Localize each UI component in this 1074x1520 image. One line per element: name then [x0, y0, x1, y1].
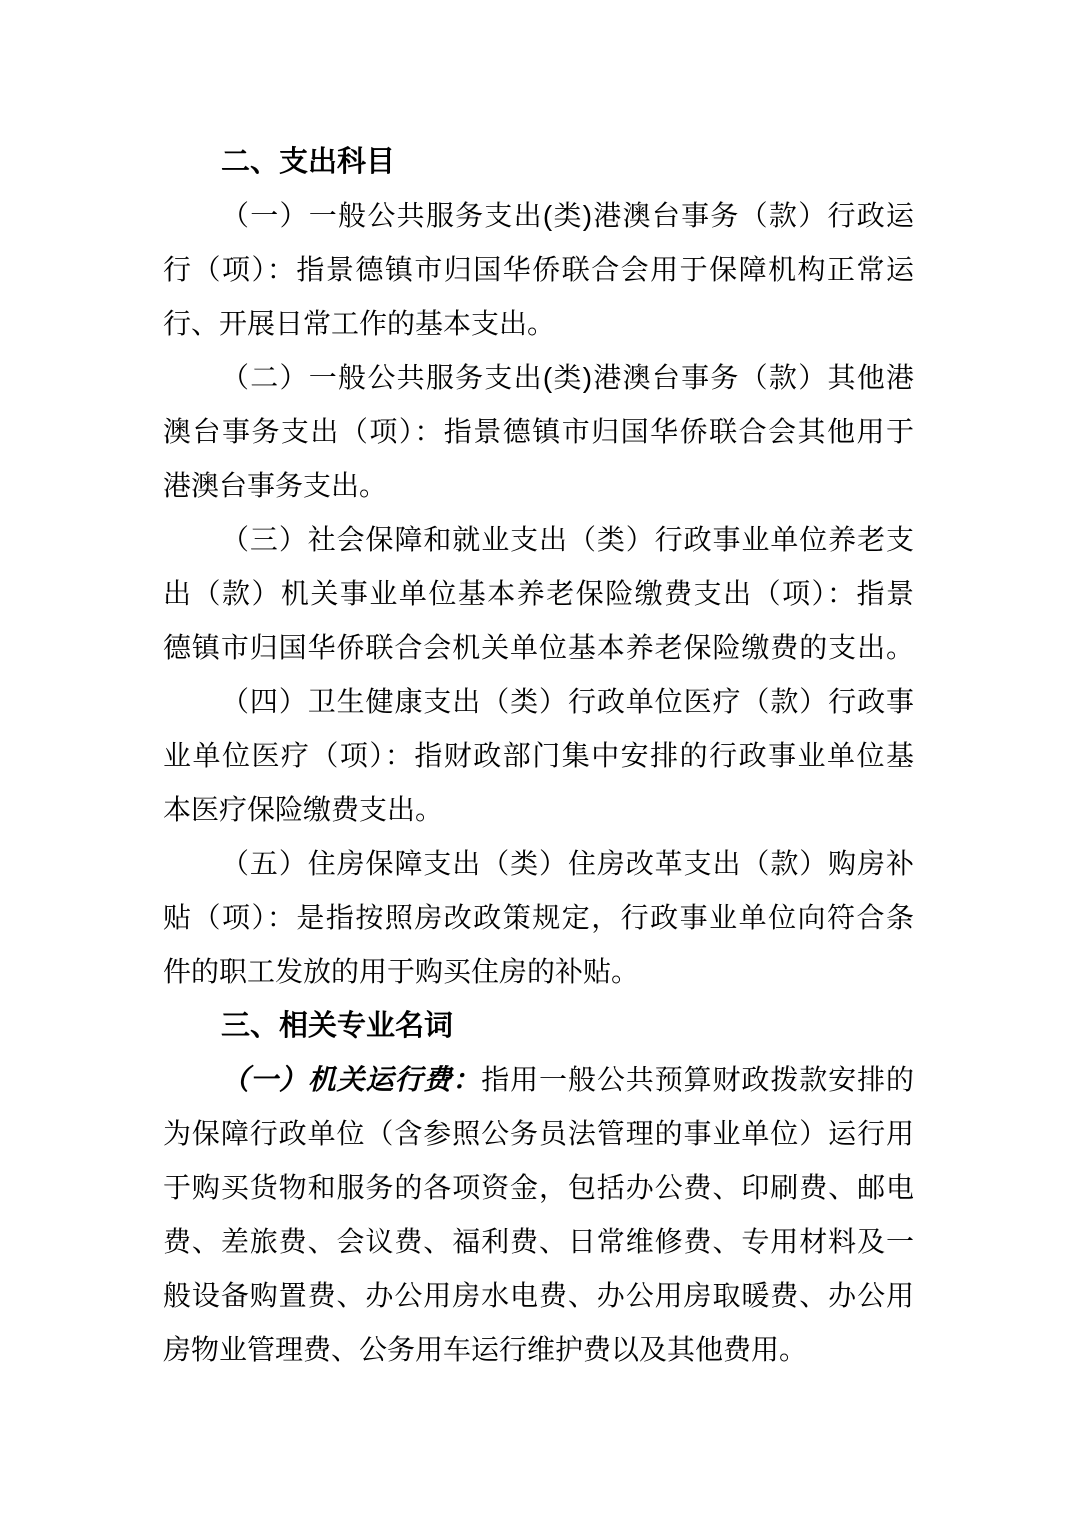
paragraph-line: （二）一般公共服务支出(类)港澳台事务（款）其他港	[221, 362, 914, 393]
paragraph-line: 行（项）：指景德镇市归国华侨联合会用于保障机构正常运	[163, 254, 914, 285]
paragraph-line: （一）一般公共服务支出(类)港澳台事务（款）行政运	[221, 200, 914, 231]
paragraph-line: 港澳台事务支出。	[163, 470, 388, 501]
paragraph-line	[163, 1053, 914, 1107]
paragraph-line: 房物业管理费、公务用车运行维护费以及其他费用。	[163, 1334, 808, 1365]
paragraph-line: 费、差旅费、会议费、福利费、日常维修费、专用材料及一	[163, 1226, 914, 1257]
paragraph-line: 澳台事务支出（项）：指景德镇市归国华侨联合会其他用于	[163, 416, 914, 447]
paragraph-line: 于购买货物和服务的各项资金，包括办公费、印刷费、邮电	[163, 1172, 914, 1203]
paragraph-line: （三）社会保障和就业支出（类）行政事业单位养老支	[221, 524, 914, 555]
section-heading-expenditure-subjects: 二、支出科目	[221, 146, 396, 178]
paragraph-line: 德镇市归国华侨联合会机关单位基本养老保险缴费的支出。	[163, 632, 914, 663]
term-label: （一）机关运行费：	[221, 1065, 482, 1096]
paragraph-line: 业单位医疗（项）：指财政部门集中安排的行政事业单位基	[163, 740, 914, 771]
paragraph-line: 出（款）机关事业单位基本养老保险缴费支出（项）：指景	[163, 578, 914, 609]
document-body	[163, 135, 914, 1377]
paragraph-line: （五）住房保障支出（类）住房改革支出（款）购房补	[221, 848, 914, 879]
paragraph-line: 本医疗保险缴费支出。	[163, 794, 444, 825]
paragraph-line: 为保障行政单位（含参照公务员法管理的事业单位）运行用	[163, 1118, 914, 1149]
paragraph-line: 般设备购置费、办公用房水电费、办公用房取暖费、办公用	[163, 1280, 914, 1311]
section-heading-terminology: 三、相关专业名词	[221, 1010, 454, 1042]
term-definition-start: 指用一般公共预算财政拨款安排的	[481, 1064, 914, 1095]
paragraph-line: （四）卫生健康支出（类）行政单位医疗（款）行政事	[221, 686, 914, 717]
paragraph-line: 贴（项）：是指按照房改政策规定，行政事业单位向符合条	[163, 902, 914, 933]
paragraph-line: 件的职工发放的用于购买住房的补贴。	[163, 956, 640, 987]
paragraph-line: 行、开展日常工作的基本支出。	[163, 308, 556, 339]
